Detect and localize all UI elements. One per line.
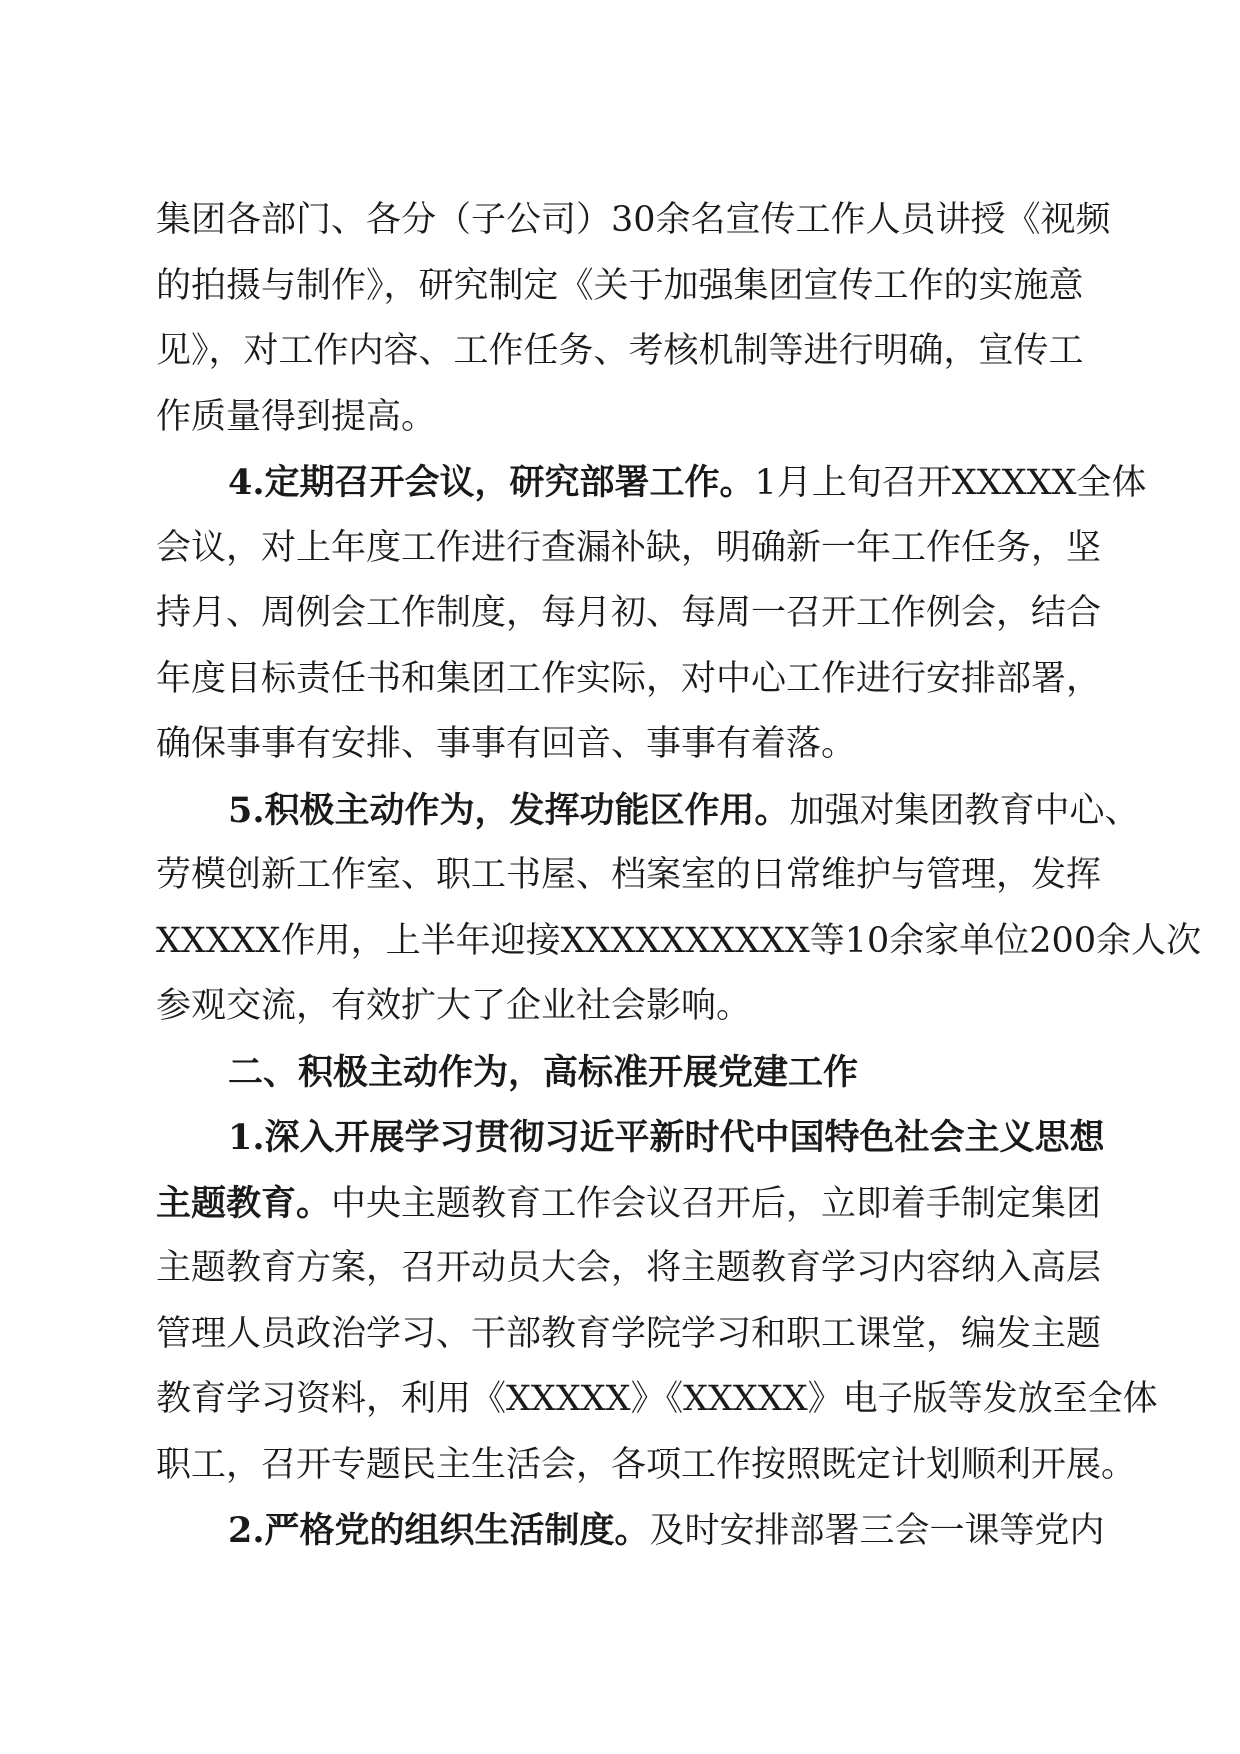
text-line-20: 职工，召开专题民主生活会，各项工作按照既定计划顺利开展。 <box>156 1444 1137 1485</box>
item-1-bold-title-end: 主题教育。 <box>156 1182 332 1224</box>
text-line-9: 确保事事有安排、事事有回音、事事有着落。 <box>156 724 857 764</box>
section-2-item-1-heading-line: 1.深入开展学习贯彻习近平新时代中国特色社会主义思想 <box>228 1117 1105 1158</box>
text-line-6: 会议，对上年度工作进行查漏补缺，明确新一年工作任务，坚 <box>156 527 1102 568</box>
text-line-3: 见》，对工作内容、工作任务、考核机制等进行明确，宣传工 <box>156 331 1084 371</box>
item-5-bold-title: 5.积极主动作为，发挥功能区作用。 <box>228 789 790 831</box>
text-line-8: 年度目标责任书和集团工作实际，对中心工作进行安排部署， <box>156 658 1102 699</box>
text-line-4: 作质量得到提高。 <box>156 396 437 437</box>
text-line-13: 参观交流，有效扩大了企业社会影响。 <box>156 986 752 1026</box>
paragraph-5-heading-line: 5.积极主动作为，发挥功能区作用。加强对集团教育中心、 <box>228 789 1140 831</box>
document-page <box>156 188 1202 1564</box>
text-line-2: 的拍摄与制作》，研究制定《关于加强集团宣传工作的实施意 <box>156 265 1084 306</box>
text-line-1: 集团各部门、各分（子公司）30余名宣传工作人员讲授《视频 <box>156 200 1111 240</box>
text-line-11: 劳模创新工作室、职工书屋、档案室的日常维护与管理，发挥 <box>156 855 1102 895</box>
text-line-7: 持月、周例会工作制度，每月初、每周一召开工作例会，结合 <box>156 593 1102 633</box>
section-2-heading: 二、积极主动作为，高标准开展党建工作 <box>228 1051 859 1093</box>
item-2-bold-title: 2.严格党的组织生活制度。 <box>228 1510 650 1551</box>
item-4-bold-title: 4.定期召开会议，研究部署工作。 <box>228 462 755 503</box>
text-line-18: 管理人员政治学习、干部教育学院学习和职工课堂，编发主题 <box>156 1313 1102 1354</box>
paragraph-4-heading-line: 4.定期召开会议，研究部署工作。1月上旬召开XXXXX全体 <box>228 462 1147 503</box>
section-2-item-2-heading-line: 2.严格党的组织生活制度。及时安排部署三会一课等党内 <box>228 1510 1105 1551</box>
text-line-17: 主题教育方案，召开动员大会，将主题教育学习内容纳入高层 <box>156 1248 1102 1288</box>
text-line-12: XXXXX作用，上半年迎接XXXXXXXXXX等10余家单位200余人次 <box>156 920 1202 961</box>
text-line-19: 教育学习资料，利用《XXXXX》《XXXXX》电子版等发放至全体 <box>156 1379 1158 1419</box>
text-line-16: 主题教育。中央主题教育工作会议召开后，立即着手制定集团 <box>156 1182 1102 1224</box>
